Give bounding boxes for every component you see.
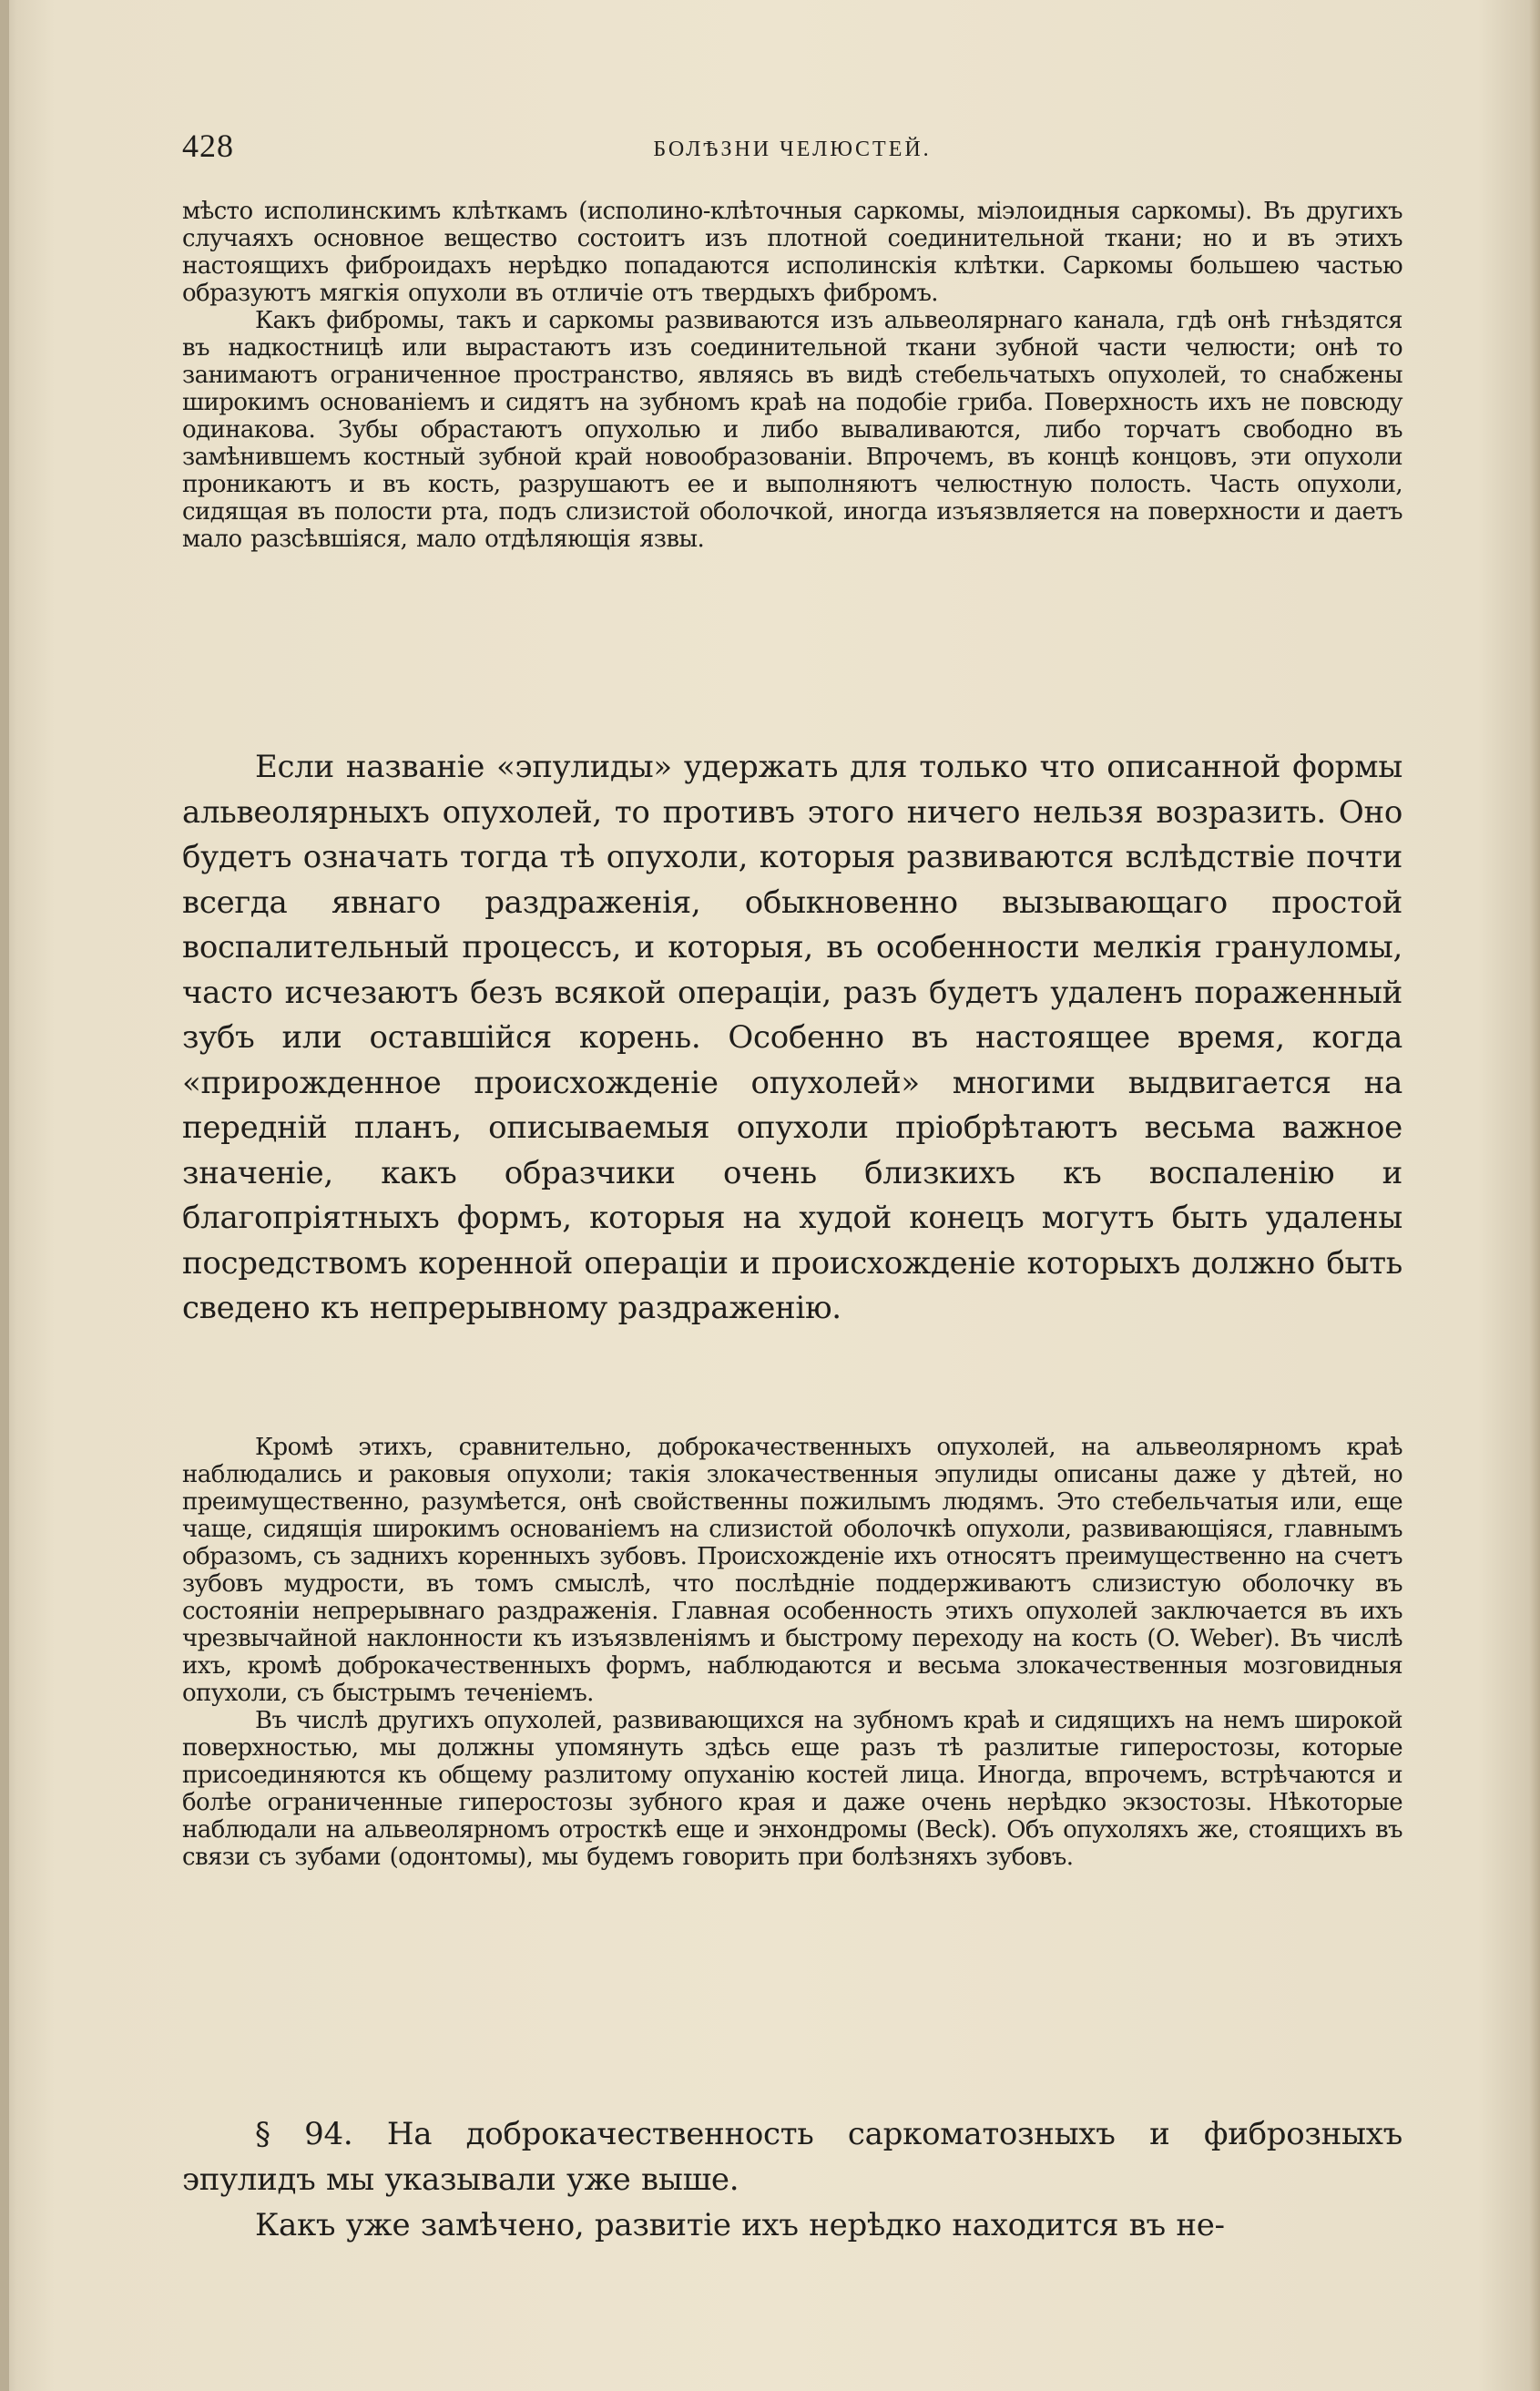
running-title: БОЛѢЗНИ ЧЕЛЮСТЕЙ. bbox=[653, 138, 932, 161]
paragraph-small-4: Въ числѣ другихъ опухолей, развивающихся на зубномъ краѣ и сидящихъ на немъ широкой поверхностью, мы должны упомянуть здѣсь еще разъ тѣ разлитые гиперостозы, которые присоединяются къ общему разлитому опуханію костей лица. Иногда, впрочемъ, встрѣчаются и болѣе ограниченные гиперостозы зубного края и даже очень нерѣдко экзостозы. Нѣкоторые наблюдали на альвеолярномъ отросткѣ еще и энхондромы (Beck). Объ опухоляхъ же, стоящихъ въ связи съ зубами (одонтомы), мы будемъ говорить при болѣзняхъ зубовъ. bbox=[182, 1707, 1402, 1871]
paragraph-small-1: мѣсто исполинскимъ клѣткамъ (исполино-клѣточныя саркомы, міэлоидныя саркомы). Въ другихъ случаяхъ основное вещество состоитъ изъ плотной соединительной ткани; но и въ этихъ настоящихъ фиброидахъ нерѣдко попадаются исполинскія клѣтки. Саркомы большею частью образуютъ мягкія опухоли въ отличіе отъ твердыхъ фибромъ. bbox=[182, 198, 1402, 307]
main-text-block bbox=[182, 745, 1402, 1332]
page-number: 428 bbox=[182, 128, 234, 164]
page-right-edge bbox=[1529, 0, 1540, 2391]
paragraph-main-1: Если названіе «эпулиды» удержать для только что описанной формы альвеолярныхъ опухолей, то противъ этого ничего нельзя возразить. Оно будетъ означать тогда тѣ опухоли, которыя развиваются вслѣдствіе почти всегда явнаго раздраженія, обыкновенно вызывающаго простой воспалительный процессъ, и которыя, въ особенности мелкія грануломы, часто исчезаютъ безъ всякой операціи, разъ будетъ удаленъ пораженный зубъ или оставшійся корень. Особенно въ настоящее время, когда «прирожденное происхожденіе опухолей» многими выдвигается на передній планъ, описываемыя опухоли пріобрѣтаютъ весьма важное значеніе, какъ образчики очень близкихъ къ воспаленію и благопріятныхъ формъ, которыя на худой конецъ могутъ быть удалены посредствомъ коренной операціи и происхожденіе которыхъ должно быть сведено къ непрерывному раздраженію. bbox=[182, 749, 1402, 1326]
small-print-block-top bbox=[182, 198, 1402, 553]
page-header bbox=[182, 128, 1402, 173]
paragraph-small-3: Кромѣ этихъ, сравнительно, доброкачественныхъ опухолей, на альвеолярномъ краѣ наблюдались и раковыя опухоли; такія злокачественныя эпулиды описаны даже у дѣтей, но преимущественно, разумѣется, онѣ свойственны пожилымъ людямъ. Это стебельчатыя или, еще чаще, сидящія широкимъ основаніемъ на слизистой оболочкѣ опухоли, развивающіяся, главнымъ образомъ, съ заднихъ коренныхъ зубовъ. Происхожденіе ихъ относятъ преимущественно на счетъ зубовъ мудрости, въ томъ смыслѣ, что послѣдніе поддерживаютъ слизистую оболочку въ состояніи непрерывнаго раздраженія. Главная особенность этихъ опухолей заключается въ ихъ чрезвычайной наклонности къ изъязвленіямъ и быстрому переходу на кость (O. Weber). Въ числѣ ихъ, кромѣ доброкачественныхъ формъ, наблюдаются и весьма злокачественныя мозговидныя опухоли, съ быстрымъ теченіемъ. bbox=[182, 1434, 1402, 1707]
section-94-block bbox=[182, 2111, 1402, 2248]
section-94-heading-paragraph: § 94. На доброкачественность саркоматозныхъ и фиброзныхъ эпулидъ мы указывали уже выше. bbox=[182, 2116, 1402, 2198]
paragraph-small-2: Какъ фибромы, такъ и саркомы развиваются изъ альвеолярнаго канала, гдѣ онѣ гнѣздятся въ надкостницѣ или вырастаютъ изъ соединительной ткани зубной части челюсти; онѣ то занимаютъ ограниченное пространство, являясь въ видѣ стебельчатыхъ опухолей, то снабжены широкимъ основаніемъ и сидятъ на зубномъ краѣ на подобіе гриба. Поверхность ихъ не повсюду одинакова. Зубы обрастаютъ опухолью и либо вываливаются, либо торчатъ свободно въ замѣнившемъ костный зубной край новообразованіи. Впрочемъ, въ концѣ концовъ, эти опухоли проникаютъ и въ кость, разрушаютъ ее и выполняютъ челюстную полость. Часть опухоли, сидящая въ полости рта, подъ слизистой оболочкой, иногда изъязвляется на поверхности и даетъ мало разсѣвшіяся, мало отдѣляющія язвы. bbox=[182, 307, 1402, 553]
small-print-block-bottom bbox=[182, 1434, 1402, 1871]
section-94-continuation: Какъ уже замѣчено, развитіе ихъ нерѣдко находится въ не- bbox=[255, 2207, 1225, 2243]
page-left-edge bbox=[0, 0, 9, 2391]
